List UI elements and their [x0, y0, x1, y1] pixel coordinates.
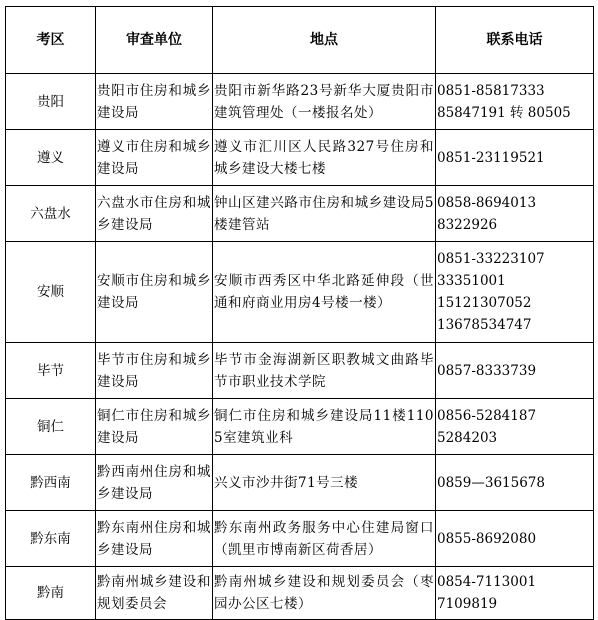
- cell-area: 黔西南: [6, 455, 96, 511]
- table-row: [6, 567, 594, 620]
- cell-phone: [436, 343, 594, 399]
- phone-number: 0857-8333739: [437, 362, 537, 379]
- cell-unit: 安顺市住房和城乡建设局: [96, 242, 213, 343]
- cell-phone: [436, 74, 594, 130]
- cell-unit: 毕节市住房和城乡建设局: [96, 343, 213, 399]
- phone-number: 0851-85817333: [437, 82, 545, 99]
- cell-unit: 黔东南州住房和城乡建设局: [96, 511, 213, 567]
- phone-number: 0858-8694013: [437, 194, 537, 211]
- cell-area: 安顺: [6, 242, 96, 343]
- cell-address: 贵阳市新华路23号新华大厦贵阳市建筑管理处（一楼报名处）: [213, 74, 436, 130]
- phone-number: 0859—3615678: [437, 474, 545, 491]
- header-phone: 联系电话: [436, 7, 594, 74]
- header-address: 地点: [213, 7, 436, 74]
- cell-address: 铜仁市住房和城乡建设局11楼1105室建筑业科: [213, 399, 436, 455]
- cell-phone: [436, 567, 594, 620]
- table-row: [6, 343, 594, 399]
- cell-unit: 黔西南州住房和城乡建设局: [96, 455, 213, 511]
- cell-phone: [436, 399, 594, 455]
- header-area: 考区: [6, 7, 96, 74]
- cell-address: 兴义市沙井街71号三楼: [213, 455, 436, 511]
- phone-number: 33351001: [437, 273, 506, 289]
- cell-address: 黔南州城乡建设和规划委员会（枣园办公区七楼）: [213, 567, 436, 620]
- cell-unit: 铜仁市住房和城乡建设局: [96, 399, 213, 455]
- cell-unit: 贵阳市住房和城乡建设局: [96, 74, 213, 130]
- phone-number: 0851-23119521: [437, 149, 545, 166]
- cell-address: 钟山区建兴路市住房和城乡建设局5楼建管站: [213, 186, 436, 242]
- header-unit: 审查单位: [96, 7, 213, 74]
- exam-site-table: [5, 6, 594, 620]
- phone-number: 0856-5284187: [437, 407, 537, 424]
- cell-unit: 遵义市住房和城乡建设局: [96, 130, 213, 186]
- cell-phone: [436, 242, 594, 343]
- cell-address: 安顺市西秀区中华北路延伸段（世通和府商业用房4号楼一楼）: [213, 242, 436, 343]
- phone-number: 0851-33223107: [437, 251, 545, 267]
- table-row: [6, 399, 594, 455]
- cell-address: 毕节市金海湖新区职教城文曲路毕节市职业技术学院: [213, 343, 436, 399]
- cell-phone: [436, 455, 594, 511]
- table-row: [6, 242, 594, 343]
- cell-phone: [436, 186, 594, 242]
- cell-area: 遵义: [6, 130, 96, 186]
- table-row: [6, 186, 594, 242]
- cell-unit: 六盘水市住房和城乡建设局: [96, 186, 213, 242]
- phone-number: 0854-7113001: [437, 574, 537, 590]
- table-row: [6, 455, 594, 511]
- cell-area: 黔南: [6, 567, 96, 620]
- phone-number: 0855-8692080: [437, 530, 537, 547]
- cell-address: 遵义市汇川区人民路327号住房和城乡建设大楼七楼: [213, 130, 436, 186]
- table-header-row: [6, 7, 594, 74]
- cell-area: 六盘水: [6, 186, 96, 242]
- phone-number: 15121307052: [437, 295, 532, 311]
- phone-number: 5284203: [437, 429, 498, 446]
- cell-area: 贵阳: [6, 74, 96, 130]
- cell-area: 毕节: [6, 343, 96, 399]
- cell-phone: [436, 130, 594, 186]
- phone-number: 8322926: [437, 216, 498, 233]
- table-row: [6, 74, 594, 130]
- phone-number: 85847191 转 80505: [437, 104, 571, 121]
- table-row: [6, 130, 594, 186]
- cell-area: 铜仁: [6, 399, 96, 455]
- cell-area: 黔东南: [6, 511, 96, 567]
- phone-number: 7109819: [437, 596, 498, 612]
- cell-address: 黔东南州政务服务中心住建局窗口（凯里市博南新区荷香居）: [213, 511, 436, 567]
- cell-unit: 黔南州城乡建设和规划委员会: [96, 567, 213, 620]
- cell-phone: [436, 511, 594, 567]
- phone-number: 13678534747: [437, 317, 532, 333]
- table-row: [6, 511, 594, 567]
